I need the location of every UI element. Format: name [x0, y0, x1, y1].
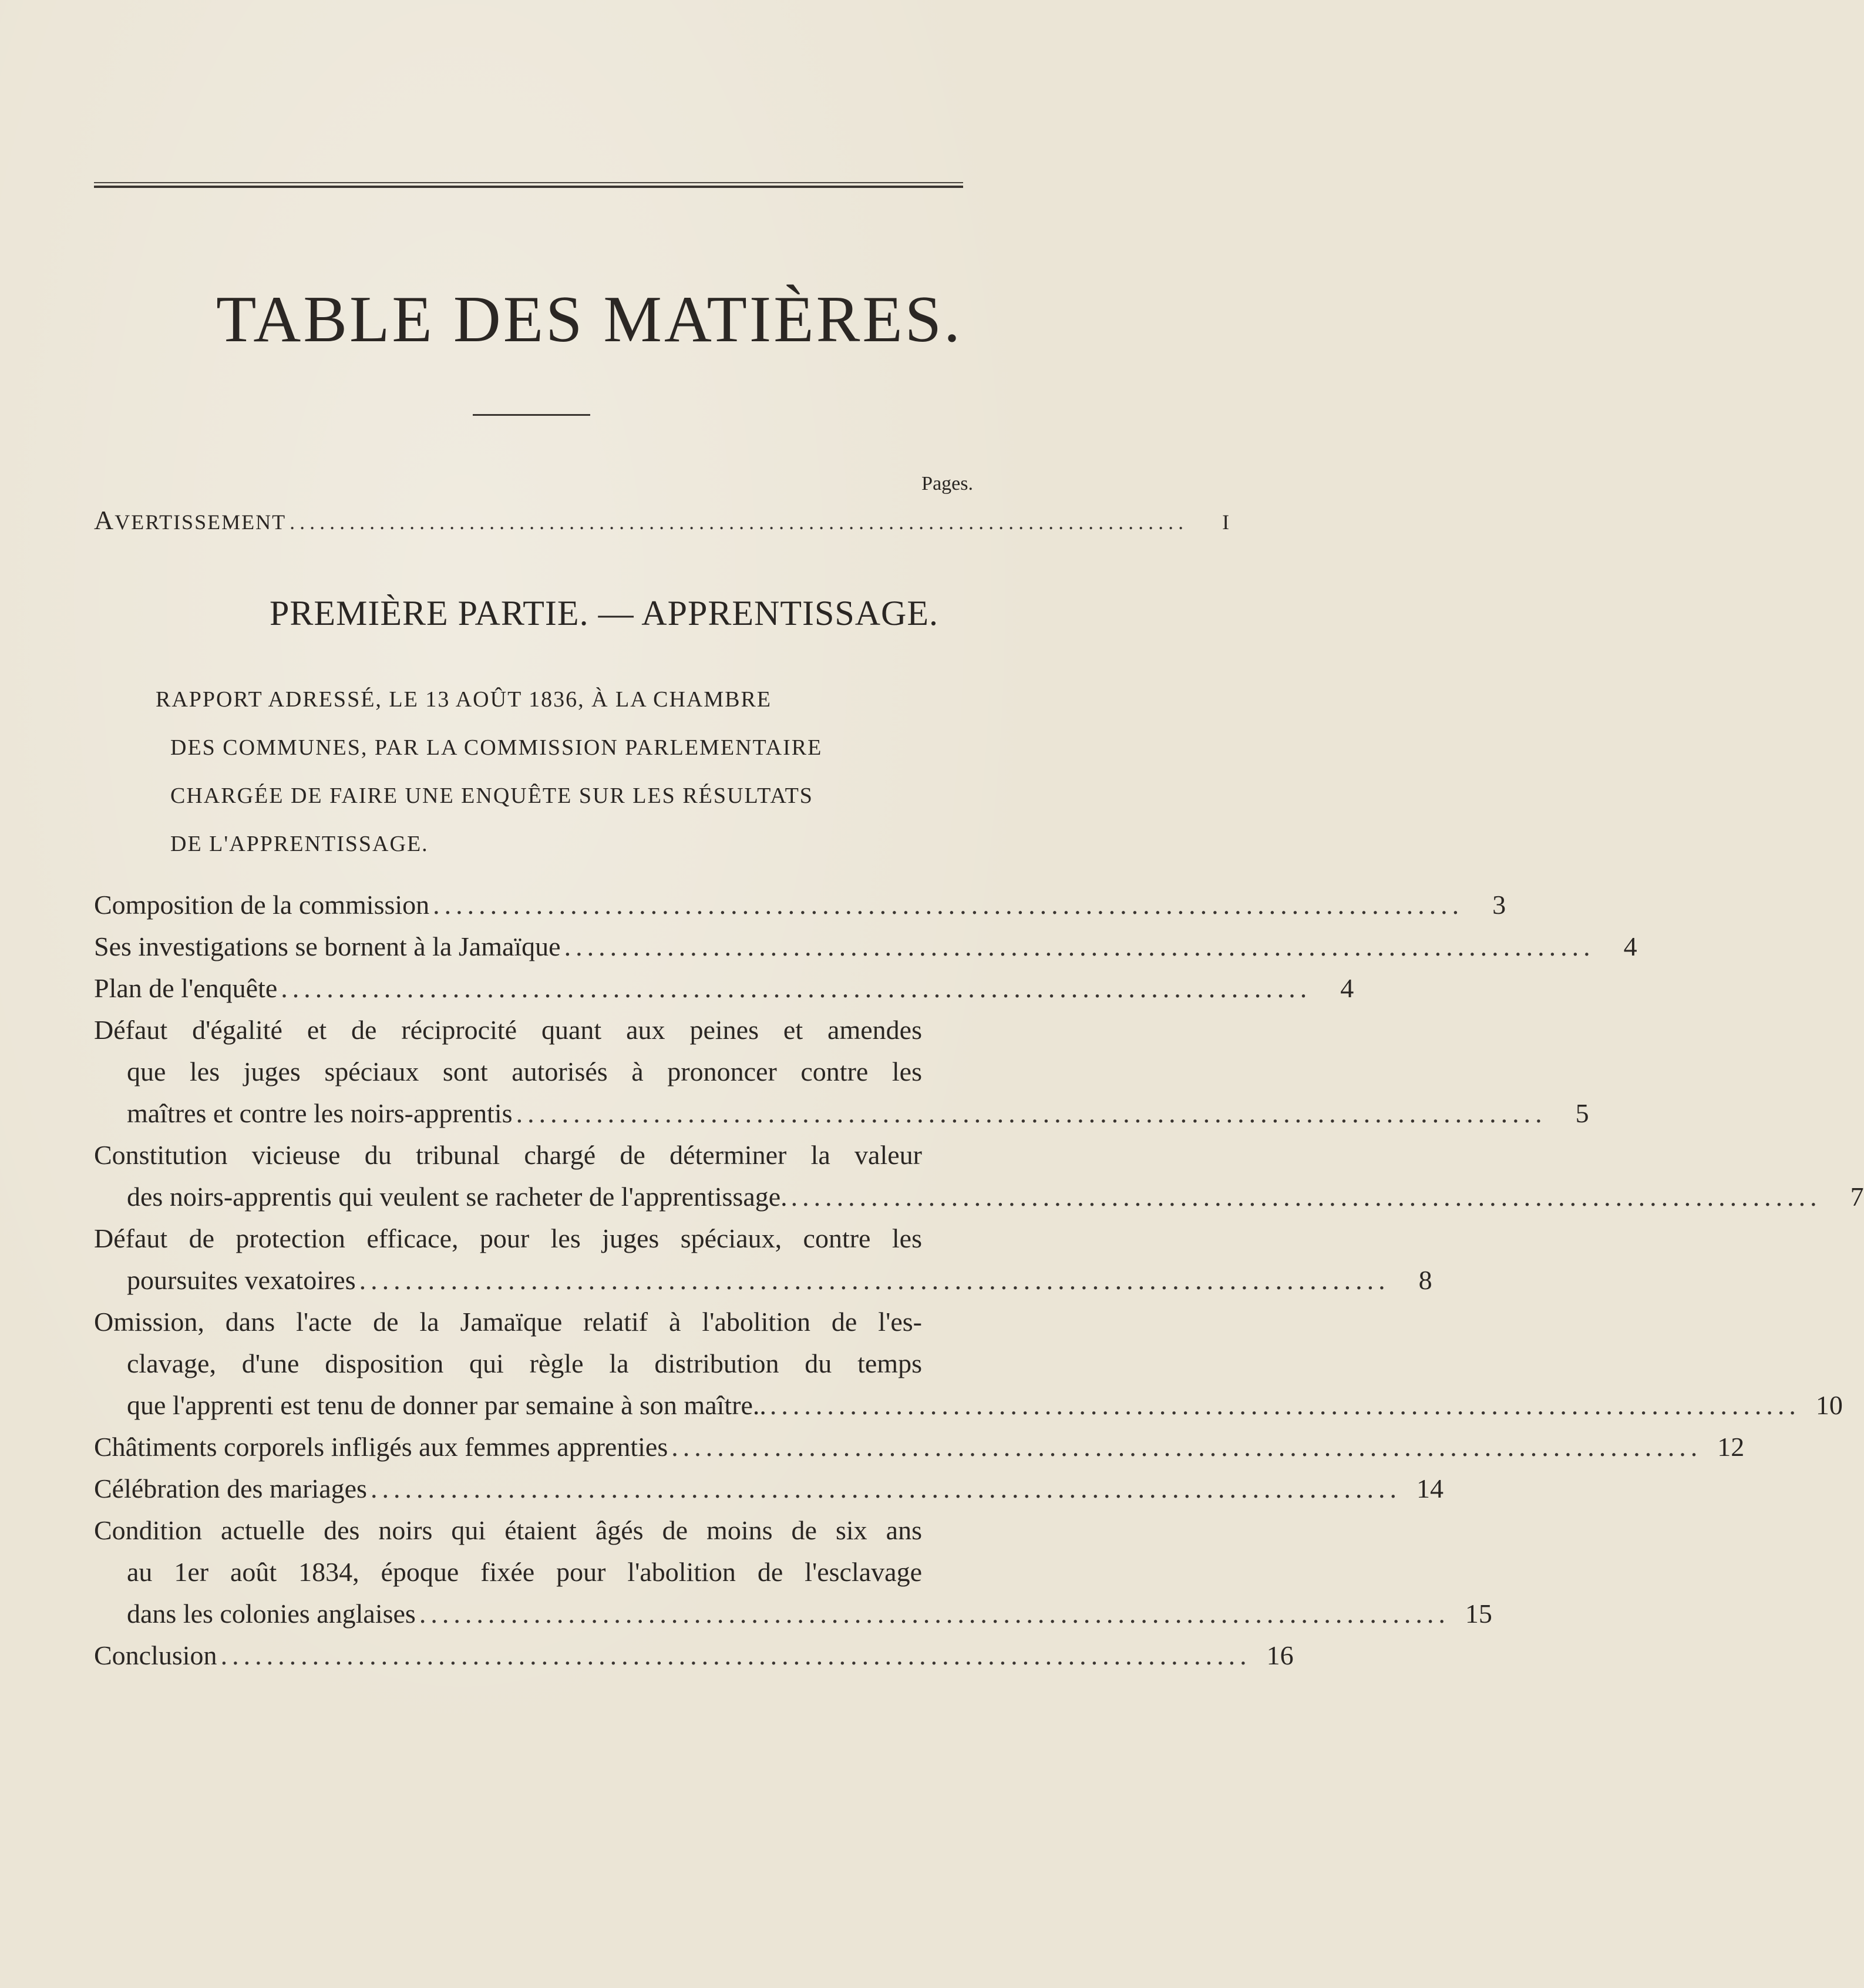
dot-leader: ..........................................................................................	[769, 1390, 1801, 1420]
toc-line	[94, 926, 1637, 967]
toc-line	[94, 1634, 1294, 1676]
dot-leader: ..........................................................................................	[516, 1098, 1547, 1128]
toc-entry	[94, 967, 1354, 1009]
page-number: 5	[1575, 1098, 1589, 1128]
toc-entry	[94, 1468, 1444, 1509]
thick-rule	[94, 186, 963, 188]
dot-leader: ..........................................................................................	[220, 1640, 1251, 1670]
toc-entry	[94, 1134, 1864, 1217]
toc-line	[94, 1134, 963, 1176]
toc-line	[94, 1051, 963, 1092]
page-number: I	[1222, 510, 1231, 534]
page-number: 10	[1815, 1390, 1843, 1420]
toc-entry	[94, 884, 1506, 926]
toc-line	[94, 1551, 963, 1593]
report-line: DES COMMUNES, PAR LA COMMISSION PARLEMENTAIRE	[170, 735, 823, 760]
page-number: 14	[1416, 1474, 1444, 1503]
toc-line	[94, 1009, 963, 1051]
toc-line	[94, 1176, 1864, 1217]
toc-entry-avertissement	[94, 499, 1231, 543]
toc-entry	[94, 1509, 1492, 1634]
entry-text: clavage, d'une disposition qui règle la distribution du temps	[127, 1348, 922, 1378]
entry-text: que l'apprenti est tenu de donner par semaine à son maître..	[127, 1390, 766, 1420]
report-heading	[156, 675, 919, 868]
toc-line	[94, 1259, 1432, 1301]
thin-rule	[94, 182, 963, 183]
entry-text: Ses investigations se bornent à la Jamaïque	[94, 931, 561, 961]
dot-leader: ..........................................................................................	[281, 973, 1312, 1003]
page-number: 12	[1717, 1432, 1745, 1462]
entry-text: Conclusion	[94, 1640, 217, 1670]
report-line: RAPPORT ADRESSÉ, LE 13 AOÛT 1836, À LA CHAMBRE	[156, 687, 772, 712]
entry-text: que les juges spéciaux sont autorisés à prononcer contre les	[127, 1057, 922, 1086]
page-number: 15	[1465, 1599, 1492, 1629]
toc-line	[94, 1468, 1444, 1509]
toc-line	[94, 1426, 1745, 1468]
entry-text: Omission, dans l'acte de la Jamaïque relatif à l'abolition de l'es-	[94, 1307, 922, 1337]
dot-leader: ..........................................................................................	[290, 510, 1189, 534]
page-number: 16	[1266, 1640, 1294, 1670]
title-underline	[473, 414, 590, 416]
entry-text: Célébration des mariages	[94, 1474, 367, 1503]
double-rule-divider	[94, 182, 963, 189]
dot-leader: ..........................................................................................	[359, 1265, 1390, 1295]
toc-line	[94, 1217, 963, 1259]
toc-entry	[94, 1217, 1432, 1301]
toc-line	[94, 1092, 1589, 1134]
page-number: 4	[1340, 973, 1354, 1003]
dot-leader: ..........................................................................................	[671, 1432, 1703, 1462]
dot-leader: ..........................................................................................	[419, 1599, 1450, 1629]
avertissement-label: AVERTISSEMENT	[94, 505, 287, 535]
toc-line	[94, 1384, 1843, 1426]
entry-text: Défaut d'égalité et de réciprocité quant aux peines et amendes	[94, 1015, 922, 1045]
part-heading: PREMIÈRE PARTIE. — APPRENTISSAGE.	[269, 594, 938, 633]
entry-text: Défaut de protection efficace, pour les juges spéciaux, contre les	[94, 1223, 922, 1253]
toc-line	[94, 967, 1354, 1009]
toc-line	[94, 884, 1506, 926]
report-line: DE L'APPRENTISSAGE.	[170, 832, 429, 856]
dot-leader: ..........................................................................................	[790, 1182, 1822, 1212]
toc-line	[94, 1301, 963, 1343]
toc-line	[94, 1343, 963, 1384]
dot-leader: ..........................................................................................	[564, 931, 1595, 961]
page-title: TABLE DES MATIÈRES.	[216, 283, 963, 356]
entry-text: au 1er août 1834, époque fixée pour l'abolition de l'esclavage	[127, 1557, 922, 1587]
entry-text: des noirs-apprentis qui veulent se racheter de l'apprentissage.	[127, 1182, 788, 1212]
entry-text: Constitution vicieuse du tribunal chargé de déterminer la valeur	[94, 1140, 922, 1170]
page-number: 8	[1418, 1265, 1432, 1295]
entry-text: Condition actuelle des noirs qui étaient âgés de moins de six ans	[94, 1515, 922, 1545]
dot-leader: ..........................................................................................	[370, 1474, 1401, 1503]
toc-line	[94, 1509, 963, 1551]
entry-text: Plan de l'enquête	[94, 973, 278, 1003]
dot-leader: ..........................................................................................	[433, 890, 1464, 920]
page-number: 3	[1492, 890, 1506, 920]
page-number: 7	[1850, 1182, 1864, 1212]
entry-text: dans les colonies anglaises	[127, 1599, 416, 1629]
toc-entry	[94, 1634, 1294, 1676]
toc-entry	[94, 1301, 1843, 1426]
entry-text: maîtres et contre les noirs-apprentis	[127, 1098, 513, 1128]
entry-text: Composition de la commission	[94, 890, 430, 920]
report-line: CHARGÉE DE FAIRE UNE ENQUÊTE SUR LES RÉSULTATS	[170, 783, 813, 808]
toc-line	[94, 1593, 1492, 1634]
entry-text: poursuites vexatoires	[127, 1265, 356, 1295]
toc-entry	[94, 1426, 1745, 1468]
toc-entry	[94, 1009, 1589, 1134]
page-number: 4	[1623, 931, 1637, 961]
toc-entry	[94, 926, 1637, 967]
entry-text: Châtiments corporels infligés aux femmes apprenties	[94, 1432, 668, 1462]
pages-column-label: Pages.	[921, 473, 973, 495]
